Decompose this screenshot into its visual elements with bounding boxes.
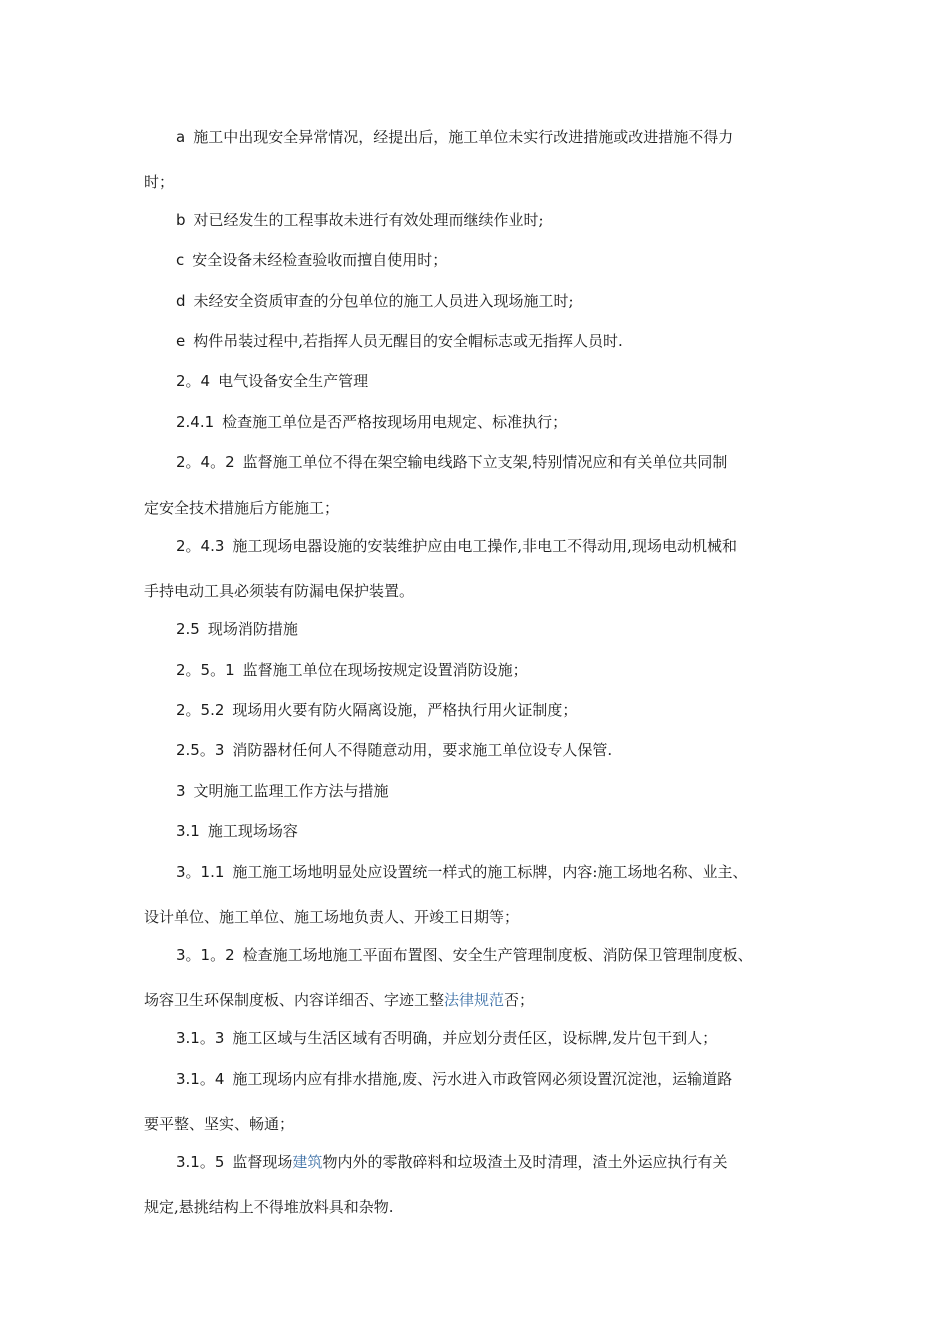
- clause-text: 检查施工场地施工平面布置图、安全生产管理制度板、消防保卫管理制度板、: [242, 946, 753, 964]
- clause-2-5-2: [176, 699, 577, 721]
- clause-text: 现场用火要有防火隔离设施，严格执行用火证制度；: [232, 701, 578, 719]
- clause-text: 监督现场: [232, 1153, 293, 1171]
- clause-text-cont-end: 否；: [504, 991, 535, 1009]
- clause-number: 2.5。3: [176, 741, 225, 759]
- clause-2-5-1: [176, 659, 528, 681]
- item-label: b: [176, 211, 186, 229]
- item-label: c: [176, 251, 185, 269]
- item-text: 未经安全资质审查的分包单位的施工人员进入现场施工时;: [193, 292, 574, 310]
- clause-number: 3.1。5: [176, 1153, 225, 1171]
- clause-2-4-3-line2: [144, 580, 414, 602]
- item-text: 构件吊装过程中,若指挥人员无醒目的安全帽标志或无指挥人员时.: [193, 332, 623, 350]
- clause-2-4-2-line1: [176, 451, 727, 473]
- section-2-4: [176, 370, 368, 392]
- clause-2-4-1: [176, 411, 567, 433]
- clause-number: 3。1。2: [176, 946, 235, 964]
- clause-3-1-1-line2: [144, 906, 519, 928]
- item-c: [176, 249, 447, 271]
- section-number: 3.1: [176, 822, 200, 840]
- clause-number: 2。5。1: [176, 661, 235, 679]
- clause-text-cont: 定安全技术措施后方能施工；: [144, 499, 340, 517]
- section-title: 电气设备安全生产管理: [218, 372, 369, 390]
- clause-number: 2。4。2: [176, 453, 235, 471]
- clause-text: 施工现场内应有排水措施,废、污水进入市政管网必须设置沉淀池，运输道路: [232, 1070, 733, 1088]
- item-text-cont: 时；: [144, 173, 175, 191]
- section-number: 3: [176, 782, 186, 800]
- clause-number: 2。5.2: [176, 701, 225, 719]
- section-number: 2.5: [176, 620, 200, 638]
- clause-text-rest: 物内外的零散碎料和垃圾渣土及时清理，渣土外运应执行有关: [322, 1153, 728, 1171]
- item-text: 施工中出现安全异常情况，经提出后，施工单位未实行改进措施或改进措施不得力: [193, 128, 734, 146]
- item-b: [176, 209, 544, 231]
- clause-3-1-2-line2: [144, 989, 534, 1011]
- item-label: d: [176, 292, 186, 310]
- clause-3-1-2-line1: [176, 944, 753, 966]
- building-link[interactable]: 建筑: [292, 1153, 323, 1171]
- section-2-5: [176, 618, 298, 640]
- clause-text: 监督施工单位不得在架空输电线路下立支架,特别情况应和有关单位共同制: [242, 453, 728, 471]
- clause-3-1-4-line1: [176, 1068, 732, 1090]
- clause-text-cont: 手持电动工具必须装有防漏电保护装置。: [144, 582, 415, 600]
- item-text: 对已经发生的工程事故未进行有效处理而继续作业时;: [193, 211, 544, 229]
- section-3-1: [176, 820, 298, 842]
- section-title: 现场消防措施: [207, 620, 298, 638]
- clause-3-1-3: [176, 1027, 717, 1049]
- item-a-line1: [176, 126, 733, 148]
- clause-2-4-2-line2: [144, 497, 339, 519]
- clause-text: 消防器材任何人不得随意动用，要求施工单位设专人保管.: [232, 741, 613, 759]
- clause-text-cont: 要平整、坚实、畅通；: [144, 1115, 295, 1133]
- clause-text: 监督施工单位在现场按规定设置消防设施；: [242, 661, 528, 679]
- section-title: 文明施工监理工作方法与措施: [193, 782, 389, 800]
- clause-number: 2.4.1: [176, 413, 215, 431]
- item-e: [176, 330, 623, 352]
- clause-number: 3.1。4: [176, 1070, 225, 1088]
- clause-number: 3.1。3: [176, 1029, 225, 1047]
- clause-text-cont: 规定,悬挑结构上不得堆放料具和杂物.: [144, 1198, 394, 1216]
- clause-number: 2。4.3: [176, 537, 225, 555]
- section-title: 施工现场场容: [207, 822, 298, 840]
- section-number: 2。4: [176, 372, 211, 390]
- item-d: [176, 290, 574, 312]
- clause-text: 施工现场电器设施的安装维护应由电工操作,非电工不得动用,现场电动机械和: [232, 537, 737, 555]
- clause-2-5-3: [176, 739, 612, 761]
- clause-3-1-5-line2: [144, 1196, 394, 1218]
- clause-text-cont: 场容卫生环保制度板、内容详细否、字迹工整: [144, 991, 445, 1009]
- clause-text: 检查施工单位是否严格按现场用电规定、标准执行；: [222, 413, 568, 431]
- item-a-line2: [144, 171, 174, 193]
- clause-3-1-4-line2: [144, 1113, 294, 1135]
- section-3: [176, 780, 389, 802]
- item-text: 安全设备未经检查验收而擅自使用时；: [192, 251, 448, 269]
- item-label: a: [176, 128, 186, 146]
- clause-3-1-5-line1: [176, 1151, 727, 1173]
- law-regulation-link[interactable]: 法律规范: [444, 991, 505, 1009]
- clause-number: 3。1.1: [176, 863, 225, 881]
- clause-text: 施工区域与生活区域有否明确，并应划分责任区，设标牌,发片包干到人；: [232, 1029, 718, 1047]
- clause-3-1-1-line1: [176, 861, 747, 883]
- item-label: e: [176, 332, 186, 350]
- clause-2-4-3-line1: [176, 535, 737, 557]
- clause-text: 施工施工场地明显处应设置统一样式的施工标牌，内容:施工场地名称、业主、: [232, 863, 748, 881]
- clause-text-cont: 设计单位、施工单位、施工场地负责人、开竣工日期等；: [144, 908, 520, 926]
